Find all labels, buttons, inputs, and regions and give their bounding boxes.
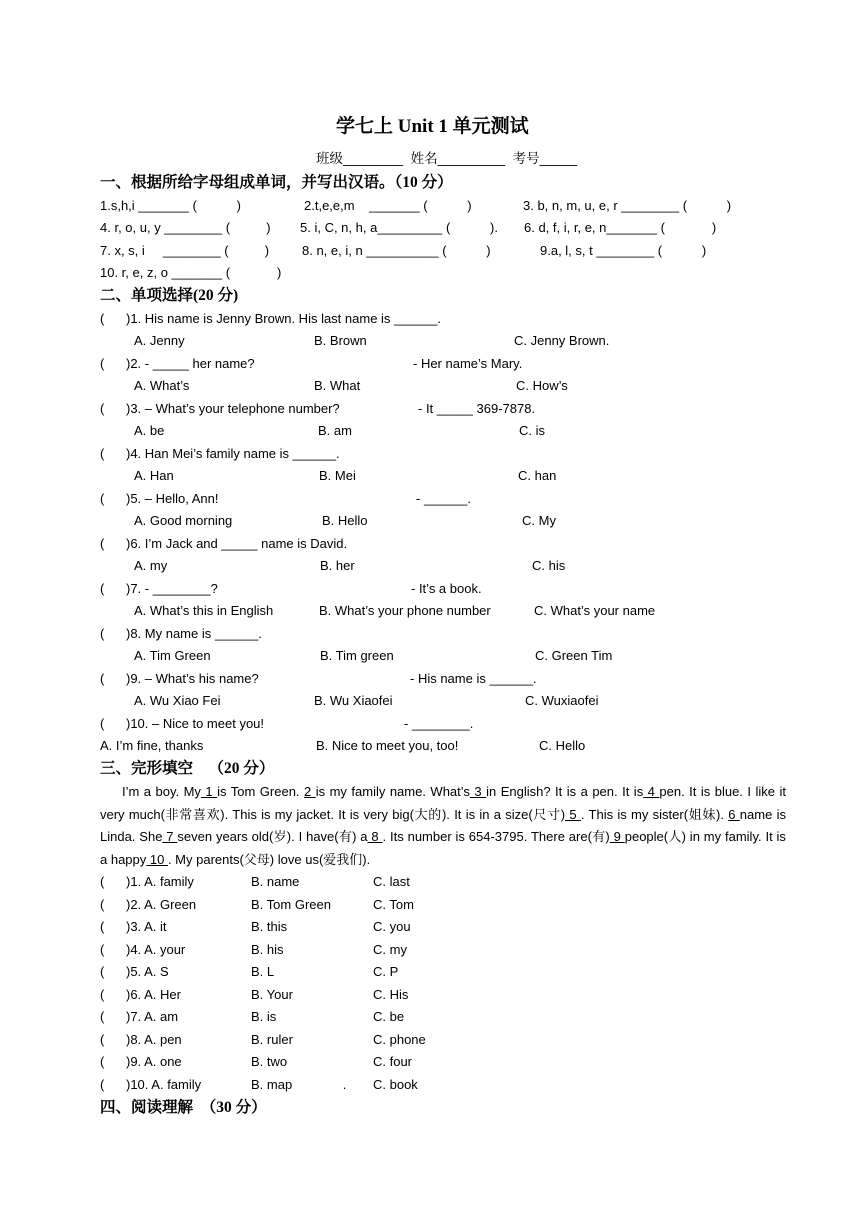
word-item-6: 6. d, f, i, r, e, n_______ ( ) (524, 220, 717, 235)
option-c: C. Jenny Brown. (514, 333, 610, 348)
question-stem: ( )7. - ________? (100, 581, 218, 596)
option-b: B. Your (251, 986, 293, 1002)
question-response: - Her name’s Mary. (413, 356, 523, 371)
word-item-7: 7. x, s, i ________ ( ) (100, 243, 270, 258)
student-info-line: 班级________ 姓名_________ 考号_____ (316, 151, 578, 166)
option-c: C. be (373, 1009, 405, 1024)
option-b: B. What’s your phone number (319, 603, 491, 618)
cloze-passage (100, 781, 786, 871)
option-a: A. Wu Xiao Fei (134, 693, 221, 708)
blank-number: 7 (162, 829, 178, 845)
option-a: A. be (134, 423, 165, 438)
cloze-question: ( )3. A. it (100, 919, 167, 934)
option-c: C. Green Tim (535, 648, 613, 663)
cloze-question: ( )5. A. S (100, 964, 169, 979)
option-c: C. Wuxiaofei (525, 693, 599, 708)
passage-text: . This is my sister(姐妹). (580, 806, 729, 822)
passage-text: seven years old(岁). I have(有) a (177, 829, 368, 845)
passage-text: . Its number is 654-3795. There are(有) (382, 829, 610, 845)
option-a: A. Good morning (134, 513, 233, 528)
question-stem: ( )10. – Nice to meet you! (100, 716, 265, 731)
question-stem: ( )5. – Hello, Ann! (100, 491, 219, 506)
cloze-question: ( )1. A. family (100, 874, 194, 889)
question-stem: ( )6. I’m Jack and _____ name is David. (100, 536, 348, 551)
blank-number: 3 (469, 784, 487, 799)
option-c: C. phone (373, 1031, 426, 1047)
passage-text: in English? It is a pen. It is (486, 784, 644, 799)
option-c: C. My (522, 513, 556, 528)
option-c: C. Tom (373, 896, 414, 912)
question-stem: ( )3. – What’s your telephone number? (100, 401, 340, 416)
option-b: B. name (251, 874, 300, 889)
option-b: B. ruler (251, 1031, 293, 1047)
option-b: B. his (251, 941, 284, 957)
option-b: B. Tom Green (251, 896, 331, 912)
blank-number: 8 (367, 829, 383, 845)
option-b: B. this (251, 919, 288, 934)
passage-text: is Tom Green. (217, 784, 305, 799)
cloze-question: ( )6. A. Her (100, 986, 181, 1002)
word-item-1: 1.s,h,i _______ ( ) (100, 198, 241, 213)
option-b: B. What (314, 378, 361, 393)
passage-text: is my family name. What’s (315, 784, 470, 799)
option-a: A. my (134, 558, 168, 573)
passage-text: I’m a boy. My (122, 784, 201, 799)
option-b: B. map . (251, 1076, 347, 1092)
blank-number: 5 (565, 806, 581, 822)
blank-number: 10 (146, 851, 168, 867)
option-b: B. Hello (322, 513, 368, 528)
word-item-5: 5. i, C, n, h, a_________ ( ). (300, 220, 498, 235)
option-b: B. is (251, 1009, 277, 1024)
section-3-header: 三、完形填空 （20 分） (100, 760, 275, 777)
question-stem: ( )8. My name is ______. (100, 626, 262, 641)
option-a: A. Jenny (134, 333, 185, 348)
word-item-10: 10. r, e, z, o _______ ( ) (100, 265, 282, 280)
option-c: C. my (373, 941, 407, 957)
section-4-header: 四、阅读理解 （30 分） (100, 1099, 267, 1116)
word-item-3: 3. b, n, m, u, e, r ________ ( ) (523, 198, 732, 213)
option-b: B. Brown (314, 333, 367, 348)
option-c: C. What’s your name (534, 603, 656, 618)
option-a: A. Tim Green (134, 648, 211, 663)
passage-text: . My parents(父母) love us(爱我们). (167, 851, 371, 867)
cloze-question: ( )10. A. family (100, 1076, 202, 1092)
word-item-2: 2.t,e,e,m _______ ( ) (304, 198, 472, 213)
option-b: B. Wu Xiaofei (314, 693, 393, 708)
option-c: C. four (373, 1054, 413, 1069)
question-response: - ________. (404, 716, 474, 731)
question-response: - It’s a book. (411, 581, 482, 596)
option-c: C. book (373, 1076, 418, 1092)
question-stem: ( )4. Han Mei’s family name is ______. (100, 446, 340, 461)
blank-number: 9 (609, 829, 625, 845)
word-item-8: 8. n, e, i, n __________ ( ) (302, 243, 491, 258)
question-response: - It _____ 369-7878. (418, 401, 536, 416)
section-1-header: 一、根据所给字母组成单词，并写出汉语。（10 分） (100, 174, 453, 191)
option-c: C. his (532, 558, 566, 573)
option-a: A. What’s (134, 378, 190, 393)
passage-text: name is Linda. She (100, 806, 786, 845)
question-response: - ______. (416, 491, 471, 506)
cloze-question: ( )9. A. one (100, 1054, 182, 1069)
question-stem: ( )2. - _____ her name? (100, 356, 255, 371)
blank-number: 1 (200, 784, 218, 799)
option-b: B. her (320, 558, 355, 573)
option-c: C. His (373, 986, 409, 1002)
cloze-question: ( )8. A. pen (100, 1031, 182, 1047)
passage-text: people(人) in my family. It is a happy (100, 829, 786, 867)
option-a: A. I’m fine, thanks (100, 738, 204, 753)
option-c: C. P (373, 964, 399, 979)
option-b: B. Mei (319, 468, 356, 483)
option-b: B. Tim green (320, 648, 394, 663)
blank-number: 6 (728, 806, 740, 822)
question-stem: ( )1. His name is Jenny Brown. His last name is ______. (100, 311, 442, 326)
word-item-4: 4. r, o, u, y ________ ( ) (100, 220, 271, 235)
passage-text: pen. It is blue. I like it very much(非常喜欢). This is my jacket. It is very big(大的). It is in a size(尺寸) (100, 784, 786, 822)
question-stem: ( )9. – What’s his name? (100, 671, 259, 686)
option-b: B. two (251, 1054, 288, 1069)
option-c: C. han (518, 468, 557, 483)
option-c: C. Hello (539, 738, 586, 753)
option-c: C. is (519, 423, 545, 438)
option-b: B. L (251, 964, 275, 979)
option-b: B. am (318, 423, 352, 438)
cloze-question: ( )7. A. am (100, 1009, 179, 1024)
option-a: A. Han (134, 468, 174, 483)
option-c: C. last (373, 874, 410, 889)
option-c: C. How’s (516, 378, 568, 393)
question-response: - His name is ______. (410, 671, 537, 686)
cloze-question: ( )4. A. your (100, 941, 186, 957)
blank-number: 4 (643, 784, 660, 799)
word-item-9: 9.a, l, s, t ________ ( ) (540, 243, 707, 258)
section-2-header: 二、单项选择(20 分) (100, 287, 239, 304)
option-b: B. Nice to meet you, too! (316, 738, 459, 753)
blank-number: 2 (304, 784, 316, 799)
cloze-question: ( )2. A. Green (100, 896, 197, 912)
option-c: C. you (373, 919, 411, 934)
option-a: A. What’s this in English (134, 603, 274, 618)
page-title: 学七上 Unit 1 单元测试 (336, 116, 529, 137)
